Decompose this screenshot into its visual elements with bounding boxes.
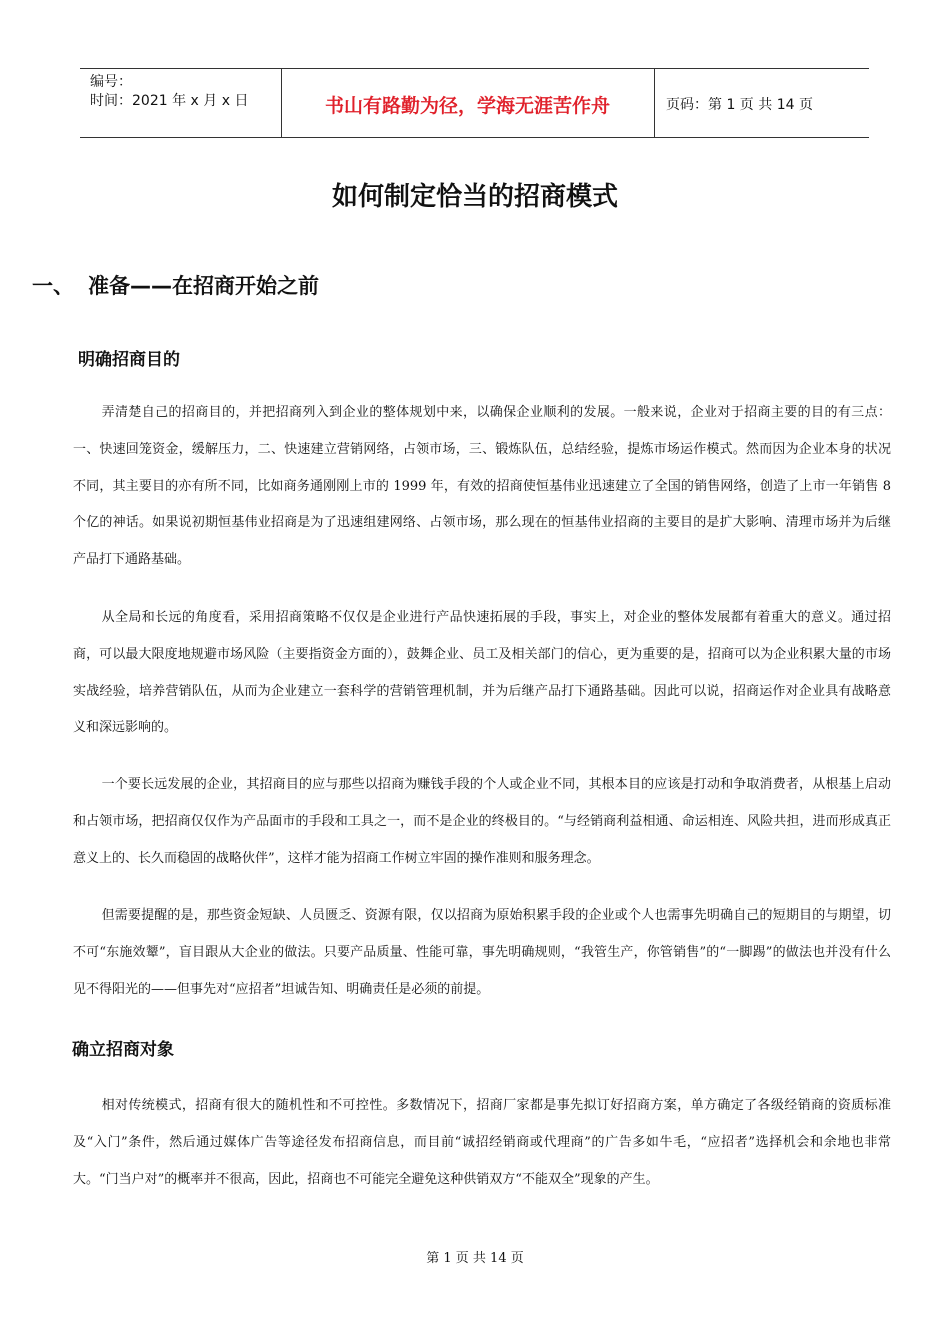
page-info: 页码：第 1 页 共 14 页 xyxy=(666,97,813,113)
section-number: 一、 xyxy=(32,274,74,298)
paragraph: 相对传统模式，招商有很大的随机性和不可控性。多数情况下，招商厂家都是事先拟订好招商方案，单方确定了各级经销商的资质标准及“入门”条件，然后通过媒体广告等途径发布招商信息，而目前“诚招经销商或代理商”的广告多如牛毛，“应招者”选择机会和余地也非常大。“门当户对”的概率并不很高，因此，招商也不可能完全避免这种供销双方“不能双全”现象的产生。 xyxy=(73,1098,891,1187)
document-title: 如何制定恰当的招商模式 xyxy=(331,182,618,212)
number-label: 编号： xyxy=(90,74,132,90)
header-motto: 书山有路勤为径，学海无涯苦作舟 xyxy=(324,95,610,117)
paragraph: 弄清楚自己的招商目的，并把招商列入到企业的整体规划中来，以确保企业顺利的发展。一般来说，企业对于招商主要的目的有三点：一、快速回笼资金，缓解压力，二、快速建立营销网络，占领市场，三、锻炼队伍，总结经验，提炼市场运作模式。然而因为企业本身的状况不同，其主要目的亦有所不同，比如商务通刚刚上市的 1999 年，有效的招商使恒基伟业迅速建立了全国的销售网络，创造了上市一年销售 8 个亿的神话。如果说初期恒基伟业招商是为了迅速组建网络、占领市场，那么现在的恒基伟业招商的主要目的是扩大影响、清理市场并为后继产品打下通路基础。 xyxy=(73,405,891,568)
paragraph: 从全局和长远的角度看，采用招商策略不仅仅是企业进行产品快速拓展的手段，事实上，对企业的整体发展都有着重大的意义。通过招商，可以最大限度地规避市场风险（主要指资金方面的），鼓舞企业、员工及相关部门的信心，更为重要的是，招商可以为企业积累大量的市场实战经验，培养营销队伍，从而为企业建立一套科学的营销管理机制，并为后继产品打下通路基础。因此可以说，招商运作对企业具有战略意义和深远影响的。 xyxy=(73,610,891,736)
paragraph: 一个要长远发展的企业，其招商目的应与那些以招商为赚钱手段的个人或企业不同，其根本目的应该是打动和争取消费者，从根基上启动和占领市场，把招商仅仅作为产品面市的手段和工具之一，而不是企业的终极目的。“与经销商利益相通、命运相连、风险共担，进而形成真正意义上的、长久而稳固的战略伙伴”，这样才能为招商工作树立牢固的操作准则和服务理念。 xyxy=(73,777,891,866)
document-header xyxy=(80,68,869,138)
section-heading xyxy=(32,270,319,300)
header-meta xyxy=(90,73,248,111)
subsection-heading: 明确招商目的 xyxy=(78,350,180,370)
header-divider xyxy=(654,69,655,137)
paragraph: 但需要提醒的是，那些资金短缺、人员匮乏、资源有限，仅以招商为原始积累手段的企业或个人也需事先明确自己的短期目的与期望，切不可“东施效颦”，盲目跟从大企业的做法。只要产品质量、性能可靠，事先明确规则，“我管生产，你管销售”的“一脚踢”的做法也并没有什么见不得阳光的——但事先对“应招者”坦诚告知、明确责任是必须的前提。 xyxy=(73,908,891,997)
page-footer: 第 1 页 共 14 页 xyxy=(426,1251,524,1266)
section-title: 准备——在招商开始之前 xyxy=(88,274,319,298)
time-label: 时间：2021 年 x 月 x 日 xyxy=(90,93,249,109)
subsection-heading: 确立招商对象 xyxy=(72,1040,174,1060)
